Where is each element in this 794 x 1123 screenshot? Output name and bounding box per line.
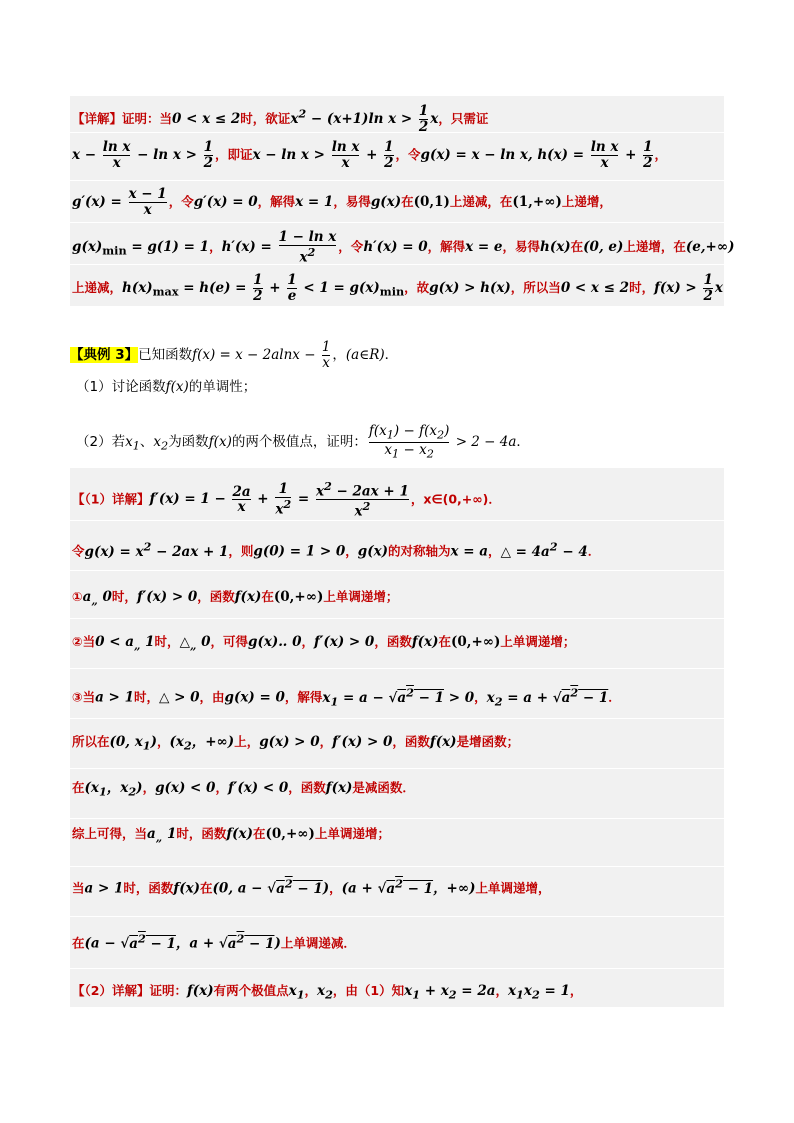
sol1-line-4: ②当$0 < a_„$ 1时，$\triangle_„$ 0，可得g(x)‥ 0，f′(x) > 0，函数f(x)在(0,+∞)上单调递增； <box>72 634 576 653</box>
sol2-line-1: 【（2）详解】证明：f(x)有两个极值点$x_1$，$x_2$，由（1）知$x_1 + x_2 = 2a$，$x_1x_2 = 1$， <box>72 983 583 1002</box>
sol1-line-9: 当a > 1时，函数f(x)在(0, $a - √a^2 - 1$)，($a + √a^2 - 1$，+∞)上单调递增， <box>72 876 551 897</box>
proof-line-2: x − $\frac{\text{ln x}}{x}$ − ln x > $\frac{1}{2}$ ，即证x − ln x > $\frac{\text{ln x}}{x}$ + $\frac{1}{2}$ ，令g(x) = x − ln x, h(x) = $\frac{\text{ln x}}{x}$ + $\frac{1}{2}$ ， <box>72 139 668 171</box>
proof-line-1: 【详解】证明：当0 < x ≤ 2时，欲证$x^2 - (x+1)\ln$ x > $\frac{1}{2}$ x，只需证 <box>72 103 489 135</box>
sol1-line-3: $①a_„$ 0时，f′(x) > 0，函数f(x)在(0,+∞)上单调递增； <box>72 589 399 608</box>
proof-line-5: 上递减，$h(x)_{max} = h(e)$ = $\frac{1}{2}$ + $\frac{1}{e}$ < $1 = g(x)_{min}$，故g(x) > h(x)，所以当0 < x ≤ 2时，f(x) > $\frac{1}{2}$ x <box>72 272 723 304</box>
proof-line-3: g′(x) = $\frac{x - 1}{x}$ ，令g′(x) = 0，解得x = 1，易得g(x)在(0,1)上递减，在(1,+∞)上递增， <box>72 186 612 218</box>
sol1-line-1: 【（1）详解】f′(x) = 1 − $\frac{2a}{x}$ + $\frac{1}{x^2}$ = $\frac{x^2 - 2ax + 1}{x^2}$ ，x∈(0,+∞)． <box>72 479 501 520</box>
sol1-line-6: 所以在(0, $x_1$)，($x_2$，+∞)上，g(x) > 0，f′(x) > 0，函数f(x)是增函数； <box>72 734 520 753</box>
sol1-line-7: 在($x_1$，$x_2$)，g(x) < 0，f′(x) < 0，函数f(x)是减函数． <box>72 780 415 799</box>
example-label: 【典例 3】 <box>70 346 139 363</box>
sol1-line-8: 综上可得，当$a_„$ 1时，函数f(x)在(0,+∞)上单调递增； <box>72 826 390 845</box>
example-stem: 【典例 3】已知函数f(x) = x − 2alnx − $\frac{1}{x}$ ，(a∈R)． <box>70 339 399 371</box>
question-1: （1）讨论函数f(x)的单调性； <box>76 379 257 395</box>
proof-line-4: $g(x)_{min} = g(1) = 1$，h′(x) = $\frac{\text{1 − ln x}}{x^2}$ ，令h′(x) = 0，解得x = e，易得h(x)在(0, e)上递增，在(e,+∞) <box>72 229 735 266</box>
sol1-line-5: ③当a > 1时，△ > 0，由g(x) = 0，解得$x_1 = a - √a^2 - 1 > 0$，$x_2 = a + √a^2 - 1$． <box>72 685 621 709</box>
sol1-line-10: 在($a - √a^2 - 1$，$a + √a^2 - 1$)上单调递减． <box>72 931 356 952</box>
question-2: （2）若$x_1$、$x_2$为函数f(x)的两个极值点，证明： $\frac{f(x_1) - f(x_2)}{x_1 - x_2}$ > 2 − 4a． <box>76 423 530 461</box>
sol1-line-2: 令$g(x) = x^2 - 2ax + 1$，则g(0) = 1 > 0，g(x)的对称轴为x = a，△ = $4a^2 - 4$． <box>72 539 601 560</box>
